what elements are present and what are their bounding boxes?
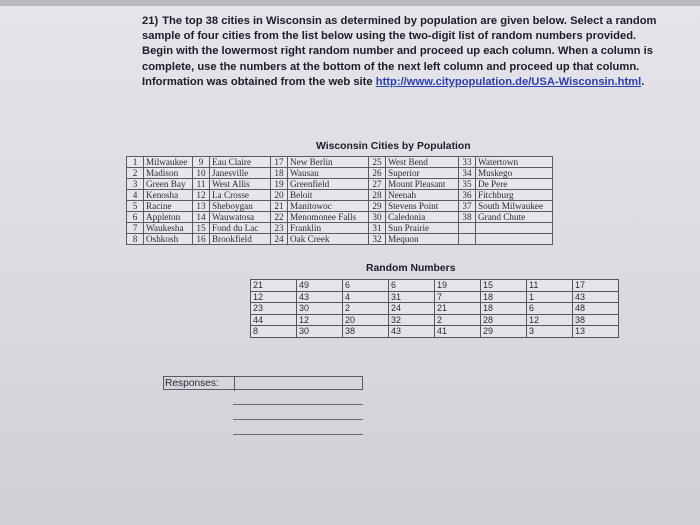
city-rank: 19	[271, 179, 288, 190]
city-name: Beloit	[288, 190, 369, 201]
random-number-cell: 30	[297, 303, 343, 315]
random-row	[251, 326, 619, 338]
city-name: Manitowoc	[288, 201, 369, 212]
random-number-cell: 12	[251, 291, 297, 303]
cities-table	[126, 156, 553, 245]
city-name: Mequon	[386, 234, 459, 245]
city-rank: 2	[127, 168, 144, 179]
random-number-cell: 49	[297, 280, 343, 292]
random-number-cell: 48	[573, 303, 619, 315]
city-name: Stevens Point	[386, 201, 459, 212]
city-rank: 36	[459, 190, 476, 201]
random-number-cell: 11	[527, 280, 573, 292]
city-rank: 32	[369, 234, 386, 245]
city-rank: 26	[369, 168, 386, 179]
random-number-cell: 30	[297, 326, 343, 338]
cities-row	[127, 201, 553, 212]
responses-input[interactable]	[234, 377, 367, 391]
city-rank: 27	[369, 179, 386, 190]
random-number-cell: 24	[389, 303, 435, 315]
city-name: Appleton	[144, 212, 193, 223]
random-number-cell: 43	[389, 326, 435, 338]
random-numbers-table	[250, 279, 619, 338]
random-number-cell: 6	[527, 303, 573, 315]
cities-row	[127, 168, 553, 179]
cities-row	[127, 179, 553, 190]
city-name: La Crosse	[210, 190, 271, 201]
cities-row	[127, 212, 553, 223]
city-rank: 9	[193, 157, 210, 168]
city-rank: 31	[369, 223, 386, 234]
city-name: Fitchburg	[476, 190, 553, 201]
city-rank: 29	[369, 201, 386, 212]
random-number-cell: 6	[343, 280, 389, 292]
random-number-cell: 41	[435, 326, 481, 338]
response-blank-line[interactable]	[233, 434, 363, 435]
city-rank: 34	[459, 168, 476, 179]
city-name: Muskego	[476, 168, 553, 179]
city-rank: 16	[193, 234, 210, 245]
random-number-cell: 6	[389, 280, 435, 292]
city-rank: 21	[271, 201, 288, 212]
city-rank: 23	[271, 223, 288, 234]
random-number-cell: 2	[343, 303, 389, 315]
random-row	[251, 291, 619, 303]
city-name: Oshkosh	[144, 234, 193, 245]
city-rank: 1	[127, 157, 144, 168]
random-number-cell: 23	[251, 303, 297, 315]
city-name: Racine	[144, 201, 193, 212]
city-name: Eau Claire	[210, 157, 271, 168]
responses-label: Responses:	[165, 378, 219, 389]
city-rank: 25	[369, 157, 386, 168]
question-number: 21)	[142, 15, 159, 27]
city-name: Grand Chute	[476, 212, 553, 223]
random-number-cell: 17	[573, 280, 619, 292]
random-number-cell: 28	[481, 314, 527, 326]
random-number-cell: 19	[435, 280, 481, 292]
city-rank: 12	[193, 190, 210, 201]
city-rank: 8	[127, 234, 144, 245]
cities-row	[127, 234, 553, 245]
city-name: Brookfield	[210, 234, 271, 245]
city-rank: 17	[271, 157, 288, 168]
city-name: Waukesha	[144, 223, 193, 234]
city-name: New Berlin	[288, 157, 369, 168]
response-blank-line[interactable]	[233, 419, 363, 420]
city-name: Caledonia	[386, 212, 459, 223]
random-number-cell: 15	[481, 280, 527, 292]
random-number-cell: 21	[251, 280, 297, 292]
city-rank: 5	[127, 201, 144, 212]
cities-row	[127, 223, 553, 234]
random-number-cell: 31	[389, 291, 435, 303]
city-rank: 14	[193, 212, 210, 223]
random-number-cell: 12	[297, 314, 343, 326]
city-name: Superior	[386, 168, 459, 179]
city-name: Kenosha	[144, 190, 193, 201]
city-name: Greenfield	[288, 179, 369, 190]
city-rank: 35	[459, 179, 476, 190]
random-number-cell: 4	[343, 291, 389, 303]
cities-row	[127, 157, 553, 168]
random-number-cell: 13	[573, 326, 619, 338]
random-number-cell: 18	[481, 291, 527, 303]
random-number-cell: 20	[343, 314, 389, 326]
random-number-cell: 18	[481, 303, 527, 315]
city-name: West Bend	[386, 157, 459, 168]
question-body: The top 38 cities in Wisconsin as determined by population are given below. Select a random sample of four cities from the list below using the two-digit list of random numbers provided. Begin with the lowermost right random number and proceed up each column. When a column is complete, use the numbers at the bottom of the next left column and proceed up that column. Information was obtained from the web site	[142, 15, 657, 88]
city-name: Menomonee Falls	[288, 212, 369, 223]
random-number-cell: 43	[573, 291, 619, 303]
city-rank: 15	[193, 223, 210, 234]
city-name: Wausau	[288, 168, 369, 179]
city-name	[476, 223, 553, 234]
city-rank: 10	[193, 168, 210, 179]
city-name: South Milwaukee	[476, 201, 553, 212]
source-link[interactable]: http://www.citypopulation.de/USA-Wisconsin.html	[375, 75, 642, 88]
window-top-edge	[0, 0, 700, 6]
random-number-cell: 38	[343, 326, 389, 338]
random-number-cell: 1	[527, 291, 573, 303]
city-name	[476, 234, 553, 245]
city-name: De Pere	[476, 179, 553, 190]
city-rank: 3	[127, 179, 144, 190]
response-blank-line[interactable]	[233, 404, 363, 405]
random-number-cell: 12	[527, 314, 573, 326]
city-rank: 18	[271, 168, 288, 179]
question-suffix: .	[641, 75, 645, 88]
city-name: Mount Pleasant	[386, 179, 459, 190]
random-number-cell: 32	[389, 314, 435, 326]
question-text	[142, 14, 662, 90]
city-rank: 30	[369, 212, 386, 223]
city-name: Sheboygan	[210, 201, 271, 212]
city-name: Oak Creek	[288, 234, 369, 245]
city-name: West Allis	[210, 179, 271, 190]
city-name: Neenah	[386, 190, 459, 201]
city-name: Janesville	[210, 168, 271, 179]
city-rank	[459, 223, 476, 234]
city-rank: 6	[127, 212, 144, 223]
random-row	[251, 280, 619, 292]
random-number-cell: 29	[481, 326, 527, 338]
city-rank: 22	[271, 212, 288, 223]
city-name: Milwaukee	[144, 157, 193, 168]
city-rank: 4	[127, 190, 144, 201]
random-number-cell: 44	[251, 314, 297, 326]
random-number-cell: 8	[251, 326, 297, 338]
random-number-cell: 43	[297, 291, 343, 303]
random-number-cell: 3	[527, 326, 573, 338]
random-number-cell: 38	[573, 314, 619, 326]
city-rank: 13	[193, 201, 210, 212]
city-name: Madison	[144, 168, 193, 179]
random-number-cell: 21	[435, 303, 481, 315]
cities-row	[127, 190, 553, 201]
city-rank: 28	[369, 190, 386, 201]
city-rank	[459, 234, 476, 245]
city-rank: 20	[271, 190, 288, 201]
city-name: Wauwatosa	[210, 212, 271, 223]
city-rank: 7	[127, 223, 144, 234]
city-name: Green Bay	[144, 179, 193, 190]
random-number-cell: 2	[435, 314, 481, 326]
random-number-cell: 7	[435, 291, 481, 303]
cities-table-title: Wisconsin Cities by Population	[316, 141, 471, 152]
city-name: Fond du Lac	[210, 223, 271, 234]
random-row	[251, 303, 619, 315]
city-name: Watertown	[476, 157, 553, 168]
random-row	[251, 314, 619, 326]
city-rank: 11	[193, 179, 210, 190]
city-rank: 33	[459, 157, 476, 168]
random-numbers-title: Random Numbers	[366, 263, 456, 274]
city-rank: 37	[459, 201, 476, 212]
city-rank: 38	[459, 212, 476, 223]
city-rank: 24	[271, 234, 288, 245]
city-name: Franklin	[288, 223, 369, 234]
city-name: Sun Prairie	[386, 223, 459, 234]
